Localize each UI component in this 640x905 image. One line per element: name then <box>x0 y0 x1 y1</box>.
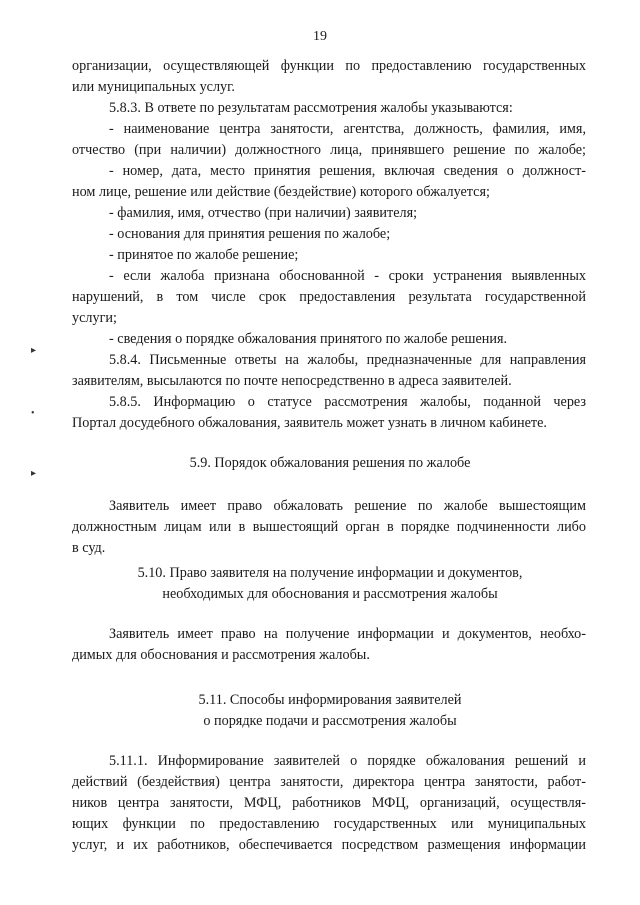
text-line: ном лице, решение или действие (бездействие) которого обжалуется; <box>72 184 490 200</box>
text-line: - если жалоба признана обоснованной - сроки устранения выявленных <box>109 268 586 284</box>
scan-speck: ▸ <box>31 345 37 356</box>
text-line: димых для обоснования и рассмотрения жалобы. <box>72 647 370 663</box>
text-line: 5.11.1. Информирование заявителей о порядке обжалования решений и <box>109 753 586 769</box>
page-number: 19 <box>313 29 327 44</box>
text-line: - принятое по жалобе решение; <box>109 247 299 263</box>
text-line: - основания для принятия решения по жалобе; <box>109 226 391 242</box>
text-line: - наименование центра занятости, агентства, должность, фамилия, имя, <box>109 121 586 137</box>
text-line: - фамилия, имя, отчество (при наличии) заявителя; <box>109 205 418 221</box>
text-line: нарушений, в том числе срок предоставления результата государственной <box>72 289 586 305</box>
section-heading: 5.10. Право заявителя на получение информации и документов, <box>137 565 523 581</box>
text-line: действий (бездействия) центра занятости, директора центра занятости, работ- <box>72 774 586 790</box>
scan-speck: ▸ <box>31 468 37 479</box>
text-line: ников центра занятости, МФЦ, работников МФЦ, организаций, осуществля- <box>72 795 586 811</box>
text-line: 5.8.3. В ответе по результатам рассмотрения жалобы указываются: <box>109 100 513 116</box>
text-line: - номер, дата, место принятия решения, включая сведения о должност- <box>109 163 586 179</box>
text-line: Портал досудебного обжалования, заявитель может узнать в личном кабинете. <box>72 415 547 431</box>
text-line: Заявитель имеет право обжаловать решение по жалобе вышестоящим <box>109 498 586 514</box>
text-line: должностным лицам или в вышестоящий орган в порядке подчиненности либо <box>72 519 586 535</box>
text-line: 5.8.5. Информацию о статусе рассмотрения жалобы, поданной через <box>109 394 586 410</box>
text-line: отчество (при наличии) должностного лица, принявшего решение по жалобе; <box>72 142 586 158</box>
text-line: 5.8.4. Письменные ответы на жалобы, предназначенные для направления <box>109 352 586 368</box>
section-heading: необходимых для обоснования и рассмотрения жалобы <box>162 586 498 602</box>
text-line: организации, осуществляющей функции по предоставлению государственных <box>72 58 586 74</box>
scan-speck: • <box>31 408 35 419</box>
text-line: в суд. <box>72 540 106 556</box>
text-line: ющих функции по предоставлению государственных или муниципальных <box>72 816 586 832</box>
section-heading: 5.11. Способы информирования заявителей <box>198 692 462 708</box>
section-heading: 5.9. Порядок обжалования решения по жалобе <box>189 455 471 471</box>
text-line: - сведения о порядке обжалования принятого по жалобе решения. <box>109 331 508 347</box>
text-line: заявителям, высылаются по почте непосредственно в адреса заявителей. <box>72 373 512 389</box>
text-line: Заявитель имеет право на получение информации и документов, необхо- <box>109 626 586 642</box>
section-heading: о порядке подачи и рассмотрения жалобы <box>203 713 457 729</box>
text-line: услуги; <box>72 310 117 326</box>
text-line: услуг, и их работников, обеспечивается посредством размещения информации <box>72 837 586 853</box>
text-line: или муниципальных услуг. <box>72 79 235 95</box>
